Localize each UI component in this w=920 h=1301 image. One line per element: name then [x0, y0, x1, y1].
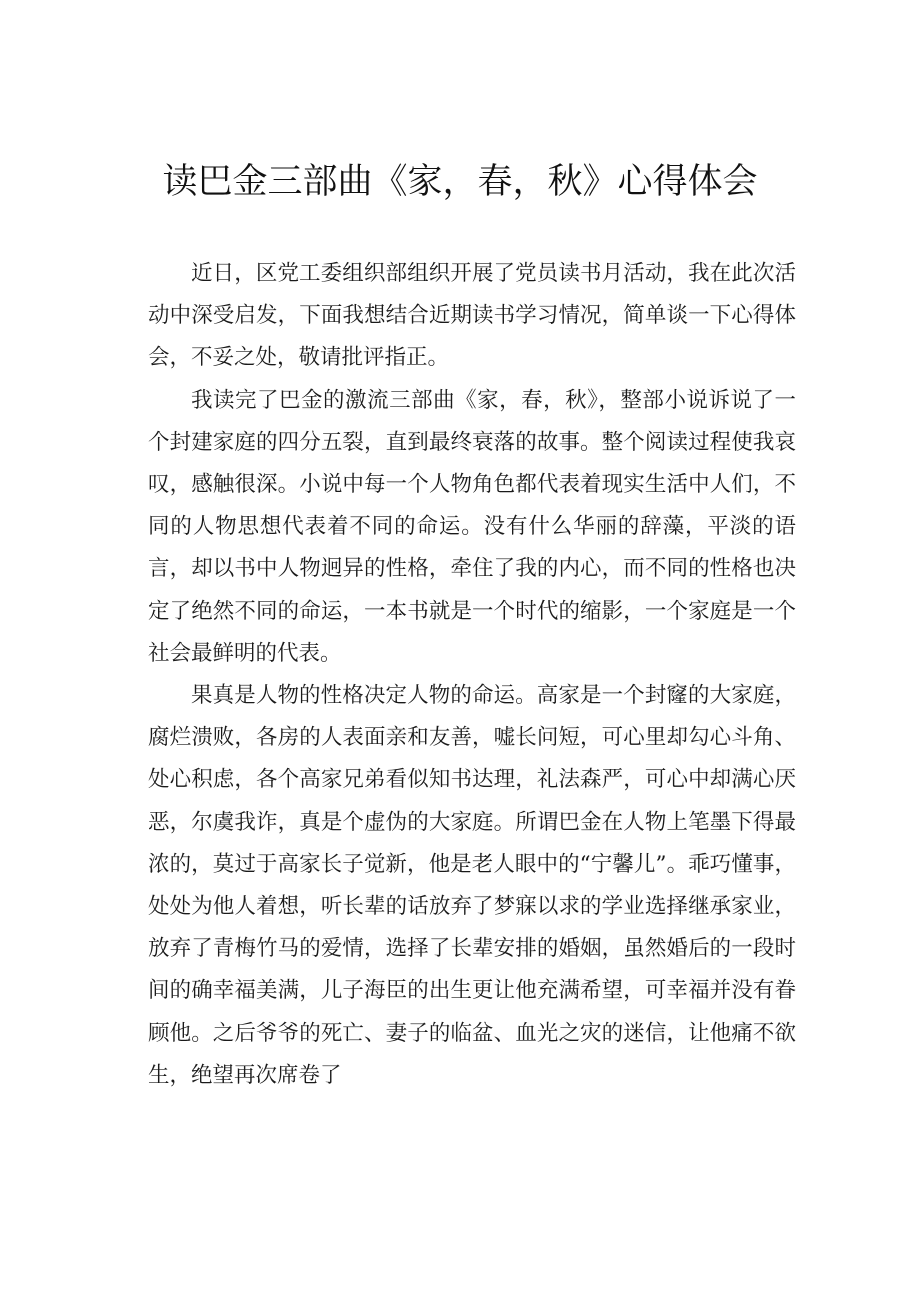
paragraph-2: 我读完了巴金的激流三部曲《家，春，秋》，整部小说诉说了一个封建家庭的四分五裂，直到最终衰落的故事。整个阅读过程使我哀叹，感触很深。小说中每一个人物角色都代表着现实生活中人们，不同的人物思想代表着不同的命运。没有什么华丽的辞藻，平淡的语言，却以书中人物迥异的性格，牵住了我的内心，而不同的性格也决定了绝然不同的命运，一本书就是一个时代的缩影，一个家庭是一个社会最鲜明的代表。 [148, 387, 796, 666]
document-title: 读巴金三部曲《家，春，秋》心得体会 [162, 162, 758, 202]
document-body [148, 253, 796, 1097]
paragraph-1: 近日，区党工委组织部组织开展了党员读书月活动，我在此次活动中深受启发，下面我想结合近期读书学习情况，简单谈一下心得体会，不妥之处，敬请批评指正。 [148, 261, 796, 371]
paragraph-3: 果真是人物的性格决定人物的命运。高家是一个封窿的大家庭，腐烂溃败，各房的人表面亲和友善，嘘长问短，可心里却勾心斗角、处心积虑，各个高家兄弟看似知书达理，礼法森严，可心中却满心厌恶，尔虞我诈，真是个虚伪的大家庭。所谓巴金在人物上笔墨下得最浓的，莫过于高家长子觉新，他是老人眼中的“宁馨儿”。乖巧懂事，处处为他人着想，听长辈的话放弃了梦寐以求的学业选择继承家业，放弃了青梅竹马的爱情，选择了长辈安排的婚姻，虽然婚后的一段时间的确幸福美满，儿子海臣的出生更让他充满希望，可幸福并没有眷顾他。之后爷爷的死亡、妻子的临盆、血光之灾的迷信，让他痛不欲生，绝望再次席卷了 [148, 683, 796, 1088]
